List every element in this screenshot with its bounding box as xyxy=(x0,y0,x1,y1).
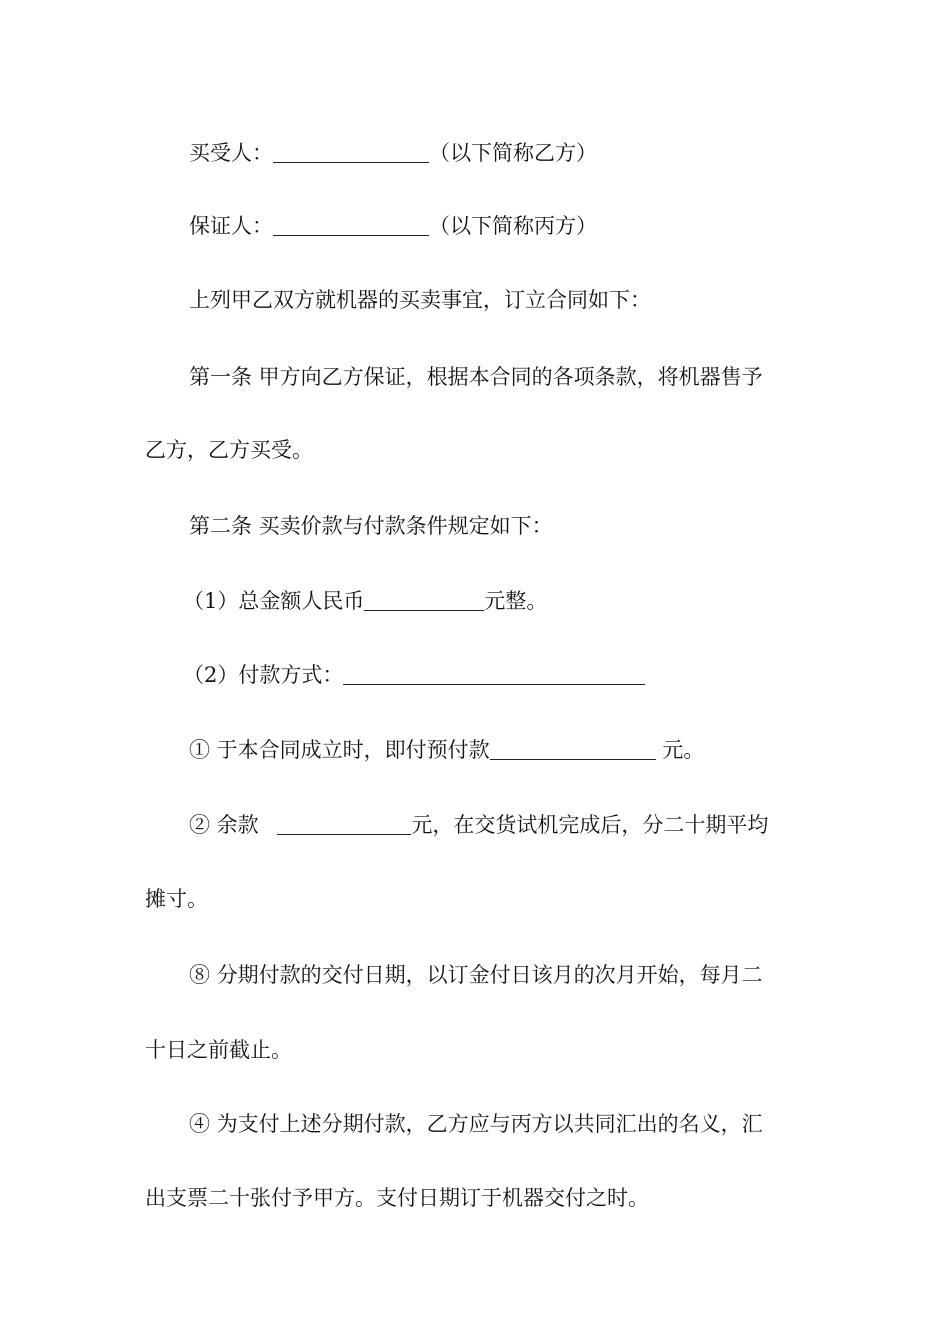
article-1-line-1: 第一条 甲方向乙方保证，根据本合同的各项条款，将机器售予 xyxy=(189,365,763,389)
sub-item-2-prefix: ② 余款 xyxy=(189,813,266,837)
item-1-prefix: （1）总金额人民币 xyxy=(183,589,365,613)
buyer-label: 买受人： xyxy=(189,141,273,165)
sub-item-3-line-2: 十日之前截止。 xyxy=(145,1038,292,1062)
guarantor-blank xyxy=(273,215,429,236)
item-2-prefix: （2）付款方式： xyxy=(183,663,344,687)
sub-item-4-line-1: ④ 为支付上述分期付款，乙方应与丙方以共同汇出的名义，汇 xyxy=(189,1112,763,1136)
article-2: 第二条 买卖价款与付款条件规定如下： xyxy=(189,514,553,538)
prepayment-blank xyxy=(490,739,656,760)
sub-item-2-line xyxy=(189,810,950,840)
item-1-line xyxy=(183,586,950,616)
buyer-blank xyxy=(273,142,429,163)
sub-item-1-suffix: 元。 xyxy=(655,738,705,762)
intro-paragraph: 上列甲乙双方就机器的买卖事宜，订立合同如下： xyxy=(189,288,651,312)
guarantor-label: 保证人： xyxy=(189,214,273,238)
sub-item-2-suffix: 元，在交货试机完成后，分二十期平均 xyxy=(411,813,769,837)
sub-item-2-continuation: 摊寸。 xyxy=(145,887,208,911)
total-amount-blank xyxy=(364,590,484,611)
sub-item-1-prefix: ① 于本合同成立时，即付预付款 xyxy=(189,738,490,762)
guarantor-suffix: （以下简称丙方） xyxy=(429,214,597,238)
article-1-line-2: 乙方，乙方买受。 xyxy=(145,438,313,462)
buyer-suffix: （以下简称乙方） xyxy=(429,141,597,165)
sub-item-1-line xyxy=(189,735,950,765)
balance-blank xyxy=(277,814,411,835)
payment-method-blank xyxy=(343,664,645,685)
sub-item-3-line-1: ⑧ 分期付款的交付日期，以订金付日该月的次月开始，每月二 xyxy=(189,963,763,987)
sub-item-4-line-2: 出支票二十张付予甲方。支付日期订于机器交付之时。 xyxy=(145,1186,649,1210)
item-1-suffix: 元整。 xyxy=(484,589,548,613)
guarantor-line xyxy=(189,211,950,241)
buyer-line xyxy=(189,138,950,168)
item-2-line xyxy=(183,660,950,690)
